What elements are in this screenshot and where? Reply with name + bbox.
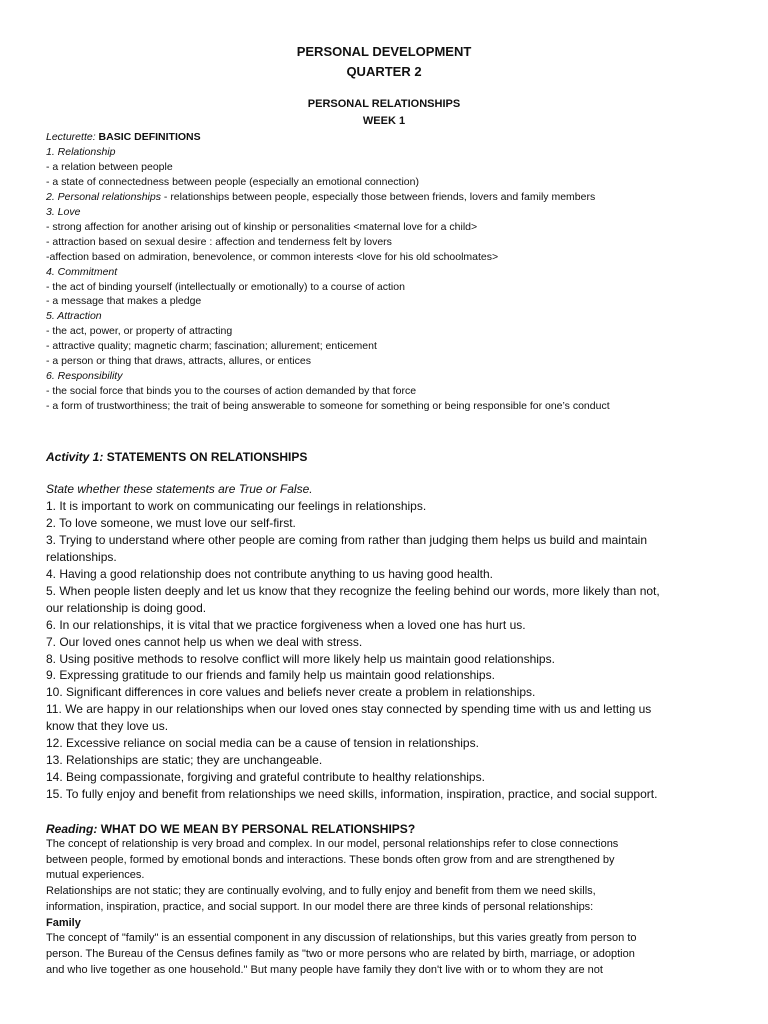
- definition-line: -affection based on admiration, benevolence, or common interests <love for his old schoolmates>: [46, 250, 499, 263]
- definition-line: - a relation between people: [46, 160, 173, 173]
- reading-line: and who live together as one household." But many people have family they don't live with or to whom they are not: [46, 963, 603, 976]
- activity-instruction: State whether these statements are True or False.: [46, 482, 313, 496]
- definition-line: - the act of binding yourself (intellectually or emotionally) to a course of action: [46, 280, 405, 293]
- term-relationship: 1. Relationship: [46, 145, 116, 158]
- definition-line: - attractive quality; magnetic charm; fascination; allurement; enticement: [46, 340, 377, 353]
- statement-item: 13. Relationships are static; they are unchangeable.: [46, 753, 323, 768]
- statement-item-continued: relationships.: [46, 549, 117, 564]
- term-attraction: 5. Attraction: [46, 310, 102, 323]
- term-love: 3. Love: [46, 205, 81, 218]
- reading-line: Relationships are not static; they are continually evolving, and to fully enjoy and benefit from them we need skills,: [46, 885, 596, 898]
- statement-item: 10. Significant differences in core values and beliefs never create a problem in relationships.: [46, 685, 536, 700]
- statement-item: 6. In our relationships, it is vital that we practice forgiveness when a loved one has hurt us.: [46, 617, 526, 632]
- statement-item: 9. Expressing gratitude to our friends and family help us maintain good relationships.: [46, 668, 495, 683]
- definition-line: - the social force that binds you to the courses of action demanded by that force: [46, 385, 417, 398]
- statement-item-continued: our relationship is doing good.: [46, 600, 207, 615]
- definition-line: - a state of connectedness between people (especially an emotional connection): [46, 175, 419, 188]
- reading-line: between people, formed by emotional bonds and interactions. These bonds often grow from and are strengthened by: [46, 853, 615, 866]
- reading-label: Reading:: [46, 822, 98, 836]
- document-title: PERSONAL DEVELOPMENT: [296, 44, 472, 59]
- definition-line: - strong affection for another arising out of kinship or personalities <maternal love for a child>: [46, 220, 478, 233]
- lecturette-heading: [46, 130, 736, 145]
- activity-title: STATEMENTS ON RELATIONSHIPS: [106, 450, 308, 464]
- statement-item: 4. Having a good relationship does not contribute anything to us having good health.: [46, 566, 493, 581]
- activity-statements: [46, 481, 736, 803]
- term-responsibility: 6. Responsibility: [46, 370, 123, 383]
- statement-item: 8. Using positive methods to resolve conflict will more likely help us maintain good relationships.: [46, 651, 555, 666]
- term-personal-relationships-line: [46, 190, 736, 205]
- definition-line: - a message that makes a pledge: [46, 295, 202, 308]
- lecturette-section: [46, 130, 736, 414]
- section-topic: PERSONAL RELATIONSHIPS: [307, 98, 461, 110]
- definition-inline: - relationships between people, especially those between friends, lovers and family members: [160, 190, 596, 203]
- section-week: WEEK 1: [362, 115, 406, 127]
- reading-body: [46, 837, 736, 978]
- definition-line: - the act, power, or property of attracting: [46, 325, 233, 338]
- reading-title: WHAT DO WE MEAN BY PERSONAL RELATIONSHIPS?: [100, 822, 416, 836]
- definition-line: - a form of trustworthiness; the trait of being answerable to someone for something or being responsible for one’s conduct: [46, 400, 610, 413]
- lecturette-label: Lecturette:: [46, 131, 96, 143]
- definition-line: - attraction based on sexual desire : affection and tenderness felt by lovers: [46, 235, 392, 248]
- definition-line: - a person or thing that draws, attracts, allures, or entices: [46, 355, 311, 368]
- term-personal-relationships: 2. Personal relationships: [46, 190, 161, 203]
- statement-item: 12. Excessive reliance on social media can be a cause of tension in relationships.: [46, 736, 479, 751]
- statement-item: 14. Being compassionate, forgiving and grateful contribute to healthy relationships.: [46, 770, 485, 785]
- statement-item: 5. When people listen deeply and let us know that they recognize the feeling behind our words, more likely than not,: [46, 583, 660, 598]
- reading-heading: [46, 821, 736, 838]
- lecturette-title: BASIC DEFINITIONS: [98, 131, 201, 143]
- statement-item: 11. We are happy in our relationships when our loved ones stay connected by spending time with us and letting us: [46, 702, 652, 717]
- statement-item: 7. Our loved ones cannot help us when we deal with stress.: [46, 634, 363, 649]
- reading-line: person. The Bureau of the Census defines family as "two or more persons who are related by birth, marriage, or adoption: [46, 947, 635, 960]
- statement-item-continued: know that they love us.: [46, 719, 169, 734]
- term-commitment: 4. Commitment: [46, 265, 118, 278]
- reading-line: The concept of "family" is an essential component in any discussion of relationships, but this varies greatly from person to: [46, 932, 637, 945]
- reading-line: The concept of relationship is very broad and complex. In our model, personal relationships refer to close connections: [46, 838, 619, 850]
- reading-line: information, inspiration, practice, and social support. In our model there are three kinds of personal relationships:: [46, 900, 594, 913]
- statement-item: 15. To fully enjoy and benefit from relationships we need skills, information, inspiration, practice, and social support.: [46, 787, 658, 802]
- activity-heading: [46, 449, 736, 466]
- statement-item: 3. Trying to understand where other people are coming from rather than judging them helps us build and maintain: [46, 532, 648, 547]
- activity-label: Activity 1:: [46, 450, 104, 464]
- document-quarter: QUARTER 2: [346, 64, 422, 79]
- reading-line: mutual experiences.: [46, 869, 145, 882]
- family-subheading: Family: [46, 916, 81, 929]
- statement-item: 1. It is important to work on communicating our feelings in relationships.: [46, 498, 427, 513]
- statement-item: 2. To love someone, we must love our self-first.: [46, 515, 296, 530]
